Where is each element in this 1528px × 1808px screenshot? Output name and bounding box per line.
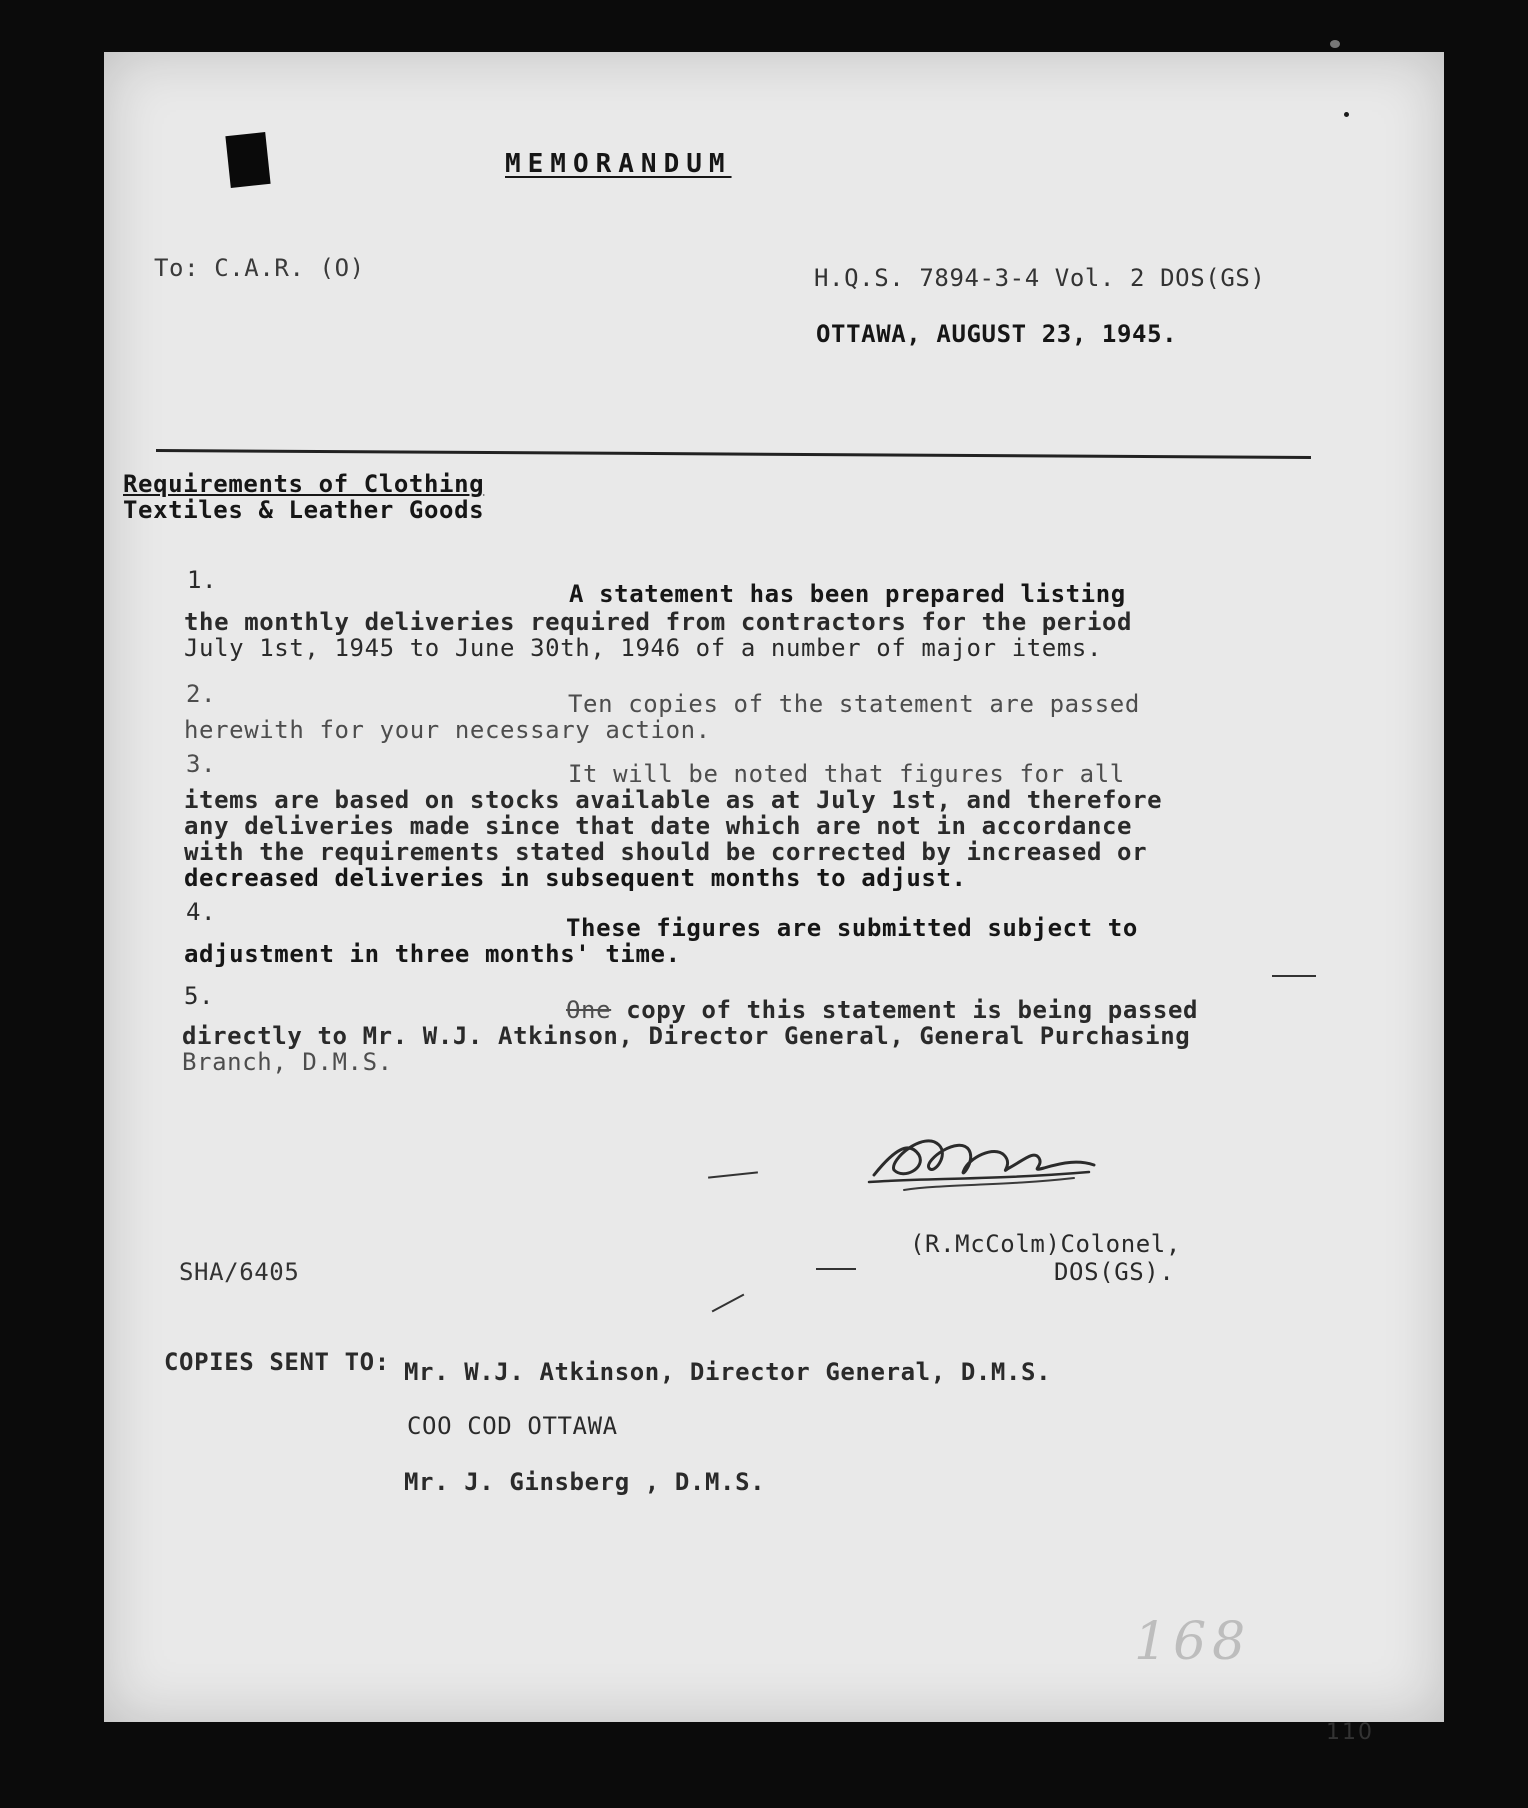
- paragraph-3-line-5: decreased deliveries in subsequent months to adjust.: [184, 864, 967, 892]
- header-rule: [156, 449, 1311, 459]
- copy-recipient: Mr. J. Ginsberg , D.M.S.: [404, 1468, 766, 1496]
- scan-speck: [1330, 40, 1340, 48]
- paragraph-3-number: 3.: [186, 750, 217, 778]
- copy-recipient: Mr. W.J. Atkinson, Director General, D.M.S.: [404, 1358, 1052, 1386]
- file-reference: H.Q.S. 7894-3-4 Vol. 2 DOS(GS): [814, 264, 1266, 292]
- paragraph-4-number: 4.: [186, 898, 217, 926]
- stray-mark: [708, 1171, 758, 1178]
- punched-hole: [225, 132, 270, 188]
- struck-word: One: [566, 996, 612, 1024]
- paragraph-2-line-1: Ten copies of the statement are passed: [568, 690, 1140, 718]
- paragraph-1-line-2: the monthly deliveries required from contractors for the period: [184, 608, 1133, 636]
- paragraph-3-line-3: any deliveries made since that date which are not in accordance: [184, 812, 1133, 840]
- paragraph-1-line-3: July 1st, 1945 to June 30th, 1946 of a number of major items.: [184, 634, 1103, 662]
- paragraph-2-line-2: herewith for your necessary action.: [184, 716, 711, 744]
- paragraph-4-line-1: These figures are submitted subject to: [566, 914, 1138, 942]
- paragraph-5-number: 5.: [184, 982, 215, 1010]
- dateline: OTTAWA, AUGUST 23, 1945.: [816, 320, 1178, 348]
- paragraph-3-line-1: It will be noted that figures for all: [568, 760, 1125, 788]
- paragraph-1-number: 1.: [187, 566, 218, 594]
- paragraph-5-line-1-rest: copy of this statement is being passed: [611, 996, 1199, 1024]
- addressee: To: C.A.R. (O): [154, 254, 365, 282]
- paragraph-3-line-2: items are based on stocks available as at July 1st, and therefore: [184, 786, 1163, 814]
- file-reference-code: SHA/6405: [179, 1258, 300, 1286]
- copy-recipient: COO COD OTTAWA: [407, 1412, 618, 1440]
- paragraph-5-line-1: [566, 996, 1198, 1024]
- memo-page: [104, 52, 1444, 1745]
- signatory-title: DOS(GS).: [1054, 1258, 1175, 1286]
- handwritten-signature: [864, 1120, 1104, 1210]
- paragraph-5-line-3: Branch, D.M.S.: [182, 1048, 393, 1076]
- folio-stamp: 110: [1326, 1720, 1374, 1745]
- paragraph-3-line-4: with the requirements stated should be corrected by increased or: [184, 838, 1148, 866]
- paragraph-2-number: 2.: [186, 680, 217, 708]
- paragraph-5-line-2: directly to Mr. W.J. Atkinson, Director General, General Purchasing: [182, 1022, 1191, 1050]
- signatory-name: (R.McColm)Colonel,: [910, 1230, 1181, 1258]
- subject-line-2: Textiles & Leather Goods: [123, 496, 485, 524]
- paragraph-4-line-2: adjustment in three months' time.: [184, 940, 681, 968]
- memo-title: MEMORANDUM: [505, 149, 732, 179]
- paragraph-1-line-1: A statement has been prepared listing: [569, 580, 1126, 608]
- stray-mark: [816, 1268, 856, 1270]
- stray-mark: [1272, 975, 1316, 977]
- stray-mark: [712, 1294, 745, 1313]
- copies-label: COPIES SENT TO:: [164, 1348, 390, 1376]
- handwritten-folio-number: 168: [1134, 1612, 1252, 1672]
- subject-line-1: Requirements of Clothing: [123, 470, 485, 498]
- ink-speck: [1344, 112, 1349, 117]
